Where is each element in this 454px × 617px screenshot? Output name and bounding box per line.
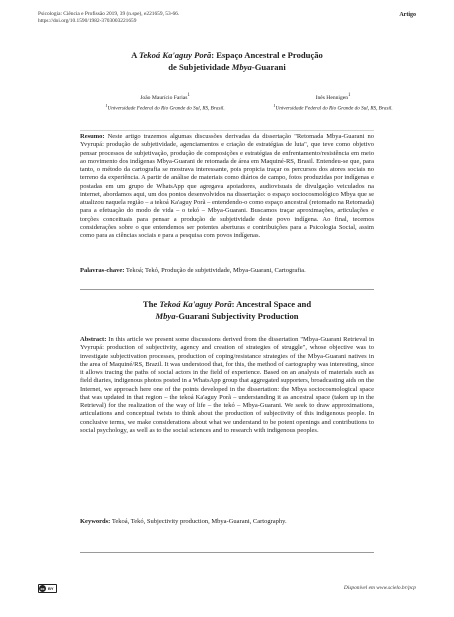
title-italic: Tekoá Ka'aguy Porã: [139, 50, 212, 60]
author-1: João Maurício Farias$^1$ $^1$Universidade Federal do Rio Grande do Sul, RS, Brasil.: [105, 93, 225, 112]
article-type-label: Artigo: [399, 12, 416, 18]
resumo-label: Resumo:: [80, 133, 105, 140]
abstract-label: Abstract:: [80, 336, 107, 343]
journal-citation: [38, 11, 179, 25]
journal-line: Psicologia: Ciência e Profissão 2019, 39 (n.spe), e221659, 53-66.: [38, 11, 180, 17]
resumo-block: [80, 133, 374, 240]
author-name: Inês Hennigen: [315, 94, 349, 101]
cc-license-badge[interactable]: [38, 584, 57, 593]
author-name: João Maurício Farias: [140, 94, 188, 101]
doi-link[interactable]: https://doi.org/10.1590/1982-3703003221659: [38, 18, 137, 24]
title-english: The Tekoá Ka'aguy Porã: Ancestral Space and Mbya-Guarani Subjectivity Production: [142, 299, 312, 321]
author-affiliation: Universidade Federal do Rio Grande do Sul, RS, Brasil.: [275, 105, 393, 112]
author-2: Inês Hennigen$^1$ $^1$Universidade Federal do Rio Grande do Sul, RS, Brasil.: [273, 93, 393, 112]
divider: [80, 130, 374, 131]
abstract-block: [80, 336, 374, 435]
abstract-text: In this article we present some discussions derived from the dissertation "Mbya-Guarani Retrieval in Yvyrupá: production of subjectivity, agency and creation of strategies of struggle", whose objective was to investigate subjectivation processes, production of coping/resistance strategies of the Mbya-Guarani natives in the area of Maquiné/RS, Brazil. It was understood that, for this, the method of cartography was interesting, since it allows tracing the paths of social actors in the field of experience. Based on an analysis of materials such as field diaries, indigenous photos posted in a WhatsApp group that aggregated supporters, broadcasting aids on the Internet, we approach here one of the points developed in the dissertation: the Mbya sociocosmological space that was updated in that region – the tekoá Ka'aguy Porã – understanding it as ancestral space (taken up in the Retrieval) for the realization of the way of life – the tekó – Mbya-Guarani. We seek to draw approximations, articulations and conceptual twists to think about the production of subjectivity of this indigenous people. In conclusive terms, we make considerations about what we understand to be potent openings and contributions to social psychology, as well as to the social sciences and to research with indigenous peoples.: [80, 336, 374, 434]
availability-link[interactable]: Disponível em www.scielo.br/pcp: [343, 585, 416, 591]
keywords: Keywords: Tekoá, Tekó, Subjectivity production, Mbya-Guarani, Cartography.: [80, 518, 287, 525]
divider: [80, 289, 374, 290]
title-portuguese: A Tekoá Ka'aguy Porã: Espaço Ancestral e Produção de Subjetividade Mbya-Guarani: [131, 50, 323, 72]
resumo-text: Neste artigo trazemos algumas discussões derivadas da dissertação "Retomada Mbya-Guarani no Yvyrupá: produção de subjetividade, agenciamentos e criação de estratégias de luta", que teve como objetivo pensar processos de subjetivação, produção de composições e estratégias de enfrentamento/resistência em meio ao movimento dos indígenas Mbya-Guarani de retomada de área em Maquiné-RS, Brasil. Entendeu-se que, para tanto, o método da cartografia se mostrava interessante, pois propicia traçar os percursos dos atores sociais no terreno da experiência. A partir de análise de materiais como diários de campo, fotos produzidas por indígenas e postadas em um grupo de WhatsApp que agregava apoiadores, audiovisuais de divulgação veiculados na internet, abordamos aqui, um dos pontos desenvolvidos na dissertação: o espaço sociocosmológico Mbya que se atualizou naquela região – a tekoá Ka'aguy Porã – entendendo-o como espaço ancestral (retomado na Retomada) para a efetuação do modo de vida – o tekó – Mbya-Guarani. Buscamos traçar aproximações, articulações e torções conceituais para pensar a produção de subjetividade deste povo indígena. Ao final, tecemos considerações sobre o que entendemos ser potentes aberturas e contribuições para a Psicologia Social, assim como para as ciências sociais e para a pesquisa com povos indígenas.: [80, 133, 375, 239]
palavras-chave: Palavras-chave: Tekoá; Tekó, Produção de subjetividade, Mbya-Guarani, Cartografia.: [80, 267, 306, 274]
author-affiliation: Universidade Federal do Rio Grande do Sul, RS, Brasil.: [107, 105, 225, 112]
cc-icon: cc: [40, 586, 45, 591]
divider: [80, 552, 374, 553]
license-label: BY: [48, 586, 54, 591]
